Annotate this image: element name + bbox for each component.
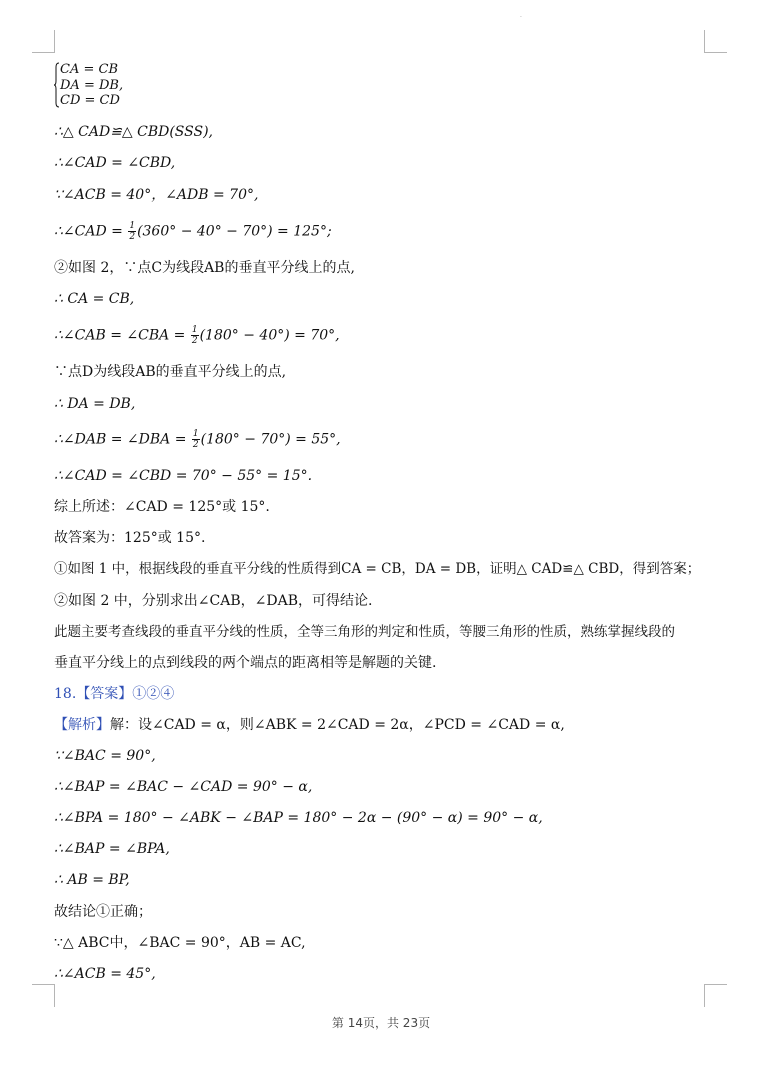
solution-line: ∴∠ACB = 45°, xyxy=(54,966,156,982)
equation-lhs: ∴∠CAD = xyxy=(54,223,123,240)
solution-line: ∴∠BAP = ∠BPA, xyxy=(54,841,170,857)
conclusion-line: 故结论①正确； xyxy=(54,904,152,920)
analysis-line: ②如图 2 中，分别求出∠CAB，∠DAB，可得结论. xyxy=(54,593,373,609)
solution-line-fraction xyxy=(54,429,341,450)
solution-line: ∴ DA = DB, xyxy=(54,396,136,412)
solution-line: ∴ CA = CB, xyxy=(54,291,135,307)
solution-line: 综上所述：∠CAD = 125°或 15°. xyxy=(54,499,270,515)
corner-mark-top-right xyxy=(704,30,727,53)
solution-line: ∵∠BAC = 90°, xyxy=(54,748,156,764)
question-answer-heading: 18.【答案】①②④ xyxy=(54,686,175,702)
solution-line: ∵△ ABC中，∠BAC = 90°，AB = AC, xyxy=(54,935,306,951)
solution-line: ∵∠ACB = 40°，∠ADB = 70°, xyxy=(54,187,259,203)
corner-mark-bottom-left xyxy=(32,984,55,1007)
corner-mark-bottom-right xyxy=(704,984,727,1007)
fraction-denominator: 2 xyxy=(192,440,199,450)
answer-line: 故答案为：125°或 15°. xyxy=(54,530,206,546)
fraction xyxy=(192,429,200,450)
solution-line: ∵点D为线段AB的垂直平分线上的点, xyxy=(54,364,287,380)
comment-line: 此题主要考查线段的垂直平分线的性质，全等三角形的判定和性质，等腰三角形的性质，熟练掌握线段的 xyxy=(54,624,675,640)
equation-rhs: (180° − 40°) = 70°, xyxy=(199,327,340,344)
page-footer: 第 14页，共 23页 xyxy=(331,1016,431,1030)
equation-line: CD = CD xyxy=(60,93,120,108)
equation-rhs: (180° − 70°) = 55°, xyxy=(200,431,341,448)
equation-system-lines xyxy=(60,62,123,109)
solution-line: ∴∠BAP = ∠BAC − ∠CAD = 90° − α, xyxy=(54,779,313,795)
fraction-numerator: 1 xyxy=(129,221,136,231)
solution-line: ∴∠CAD = ∠CBD = 70° − 55° = 15°. xyxy=(54,468,313,484)
fraction xyxy=(191,325,199,346)
corner-mark-top-left xyxy=(32,30,55,53)
fraction-denominator: 2 xyxy=(191,336,198,346)
equation-line: CA = CB xyxy=(60,62,118,77)
analysis-line: ①如图 1 中，根据线段的垂直平分线的性质得到CA = CB，DA = DB，证明△ CAD≌△ CBD，得到答案； xyxy=(54,561,701,577)
fraction-numerator: 1 xyxy=(192,429,199,439)
solution-line: ∴ AB = BP, xyxy=(54,872,130,888)
equation-rhs: (360° − 40° − 70°) = 125°; xyxy=(137,223,332,240)
equation-lhs: ∴∠DAB = ∠DBA = xyxy=(54,431,187,448)
equation-lhs: ∴∠CAB = ∠CBA = xyxy=(54,327,186,344)
comment-line: 垂直平分线上的点到线段的两个端点的距离相等是解题的关键. xyxy=(54,655,437,671)
solution-line: ∴△ CAD≌△ CBD(SSS), xyxy=(54,124,213,140)
fraction-denominator: 2 xyxy=(129,232,136,242)
analysis-intro-line xyxy=(54,715,565,735)
fraction xyxy=(128,221,136,242)
top-mark: · xyxy=(520,14,522,21)
analysis-label: 【解析】 xyxy=(54,717,110,733)
solution-line: ∴∠CAD = ∠CBD, xyxy=(54,155,176,171)
equation-line: DA = DB, xyxy=(60,77,124,93)
analysis-body: 解：设∠CAD = α，则∠ABK = 2∠CAD = 2α，∠PCD = ∠CAD = α, xyxy=(110,717,565,733)
solution-line: ②如图 2，∵点C为线段AB的垂直平分线上的点, xyxy=(54,260,355,276)
solution-line-fraction xyxy=(54,325,340,346)
solution-line-fraction xyxy=(54,221,332,242)
fraction-numerator: 1 xyxy=(191,325,198,335)
solution-line: ∴∠BPA = 180° − ∠ABK − ∠BAP = 180° − 2α − (90° − α) = 90° − α, xyxy=(54,810,543,826)
